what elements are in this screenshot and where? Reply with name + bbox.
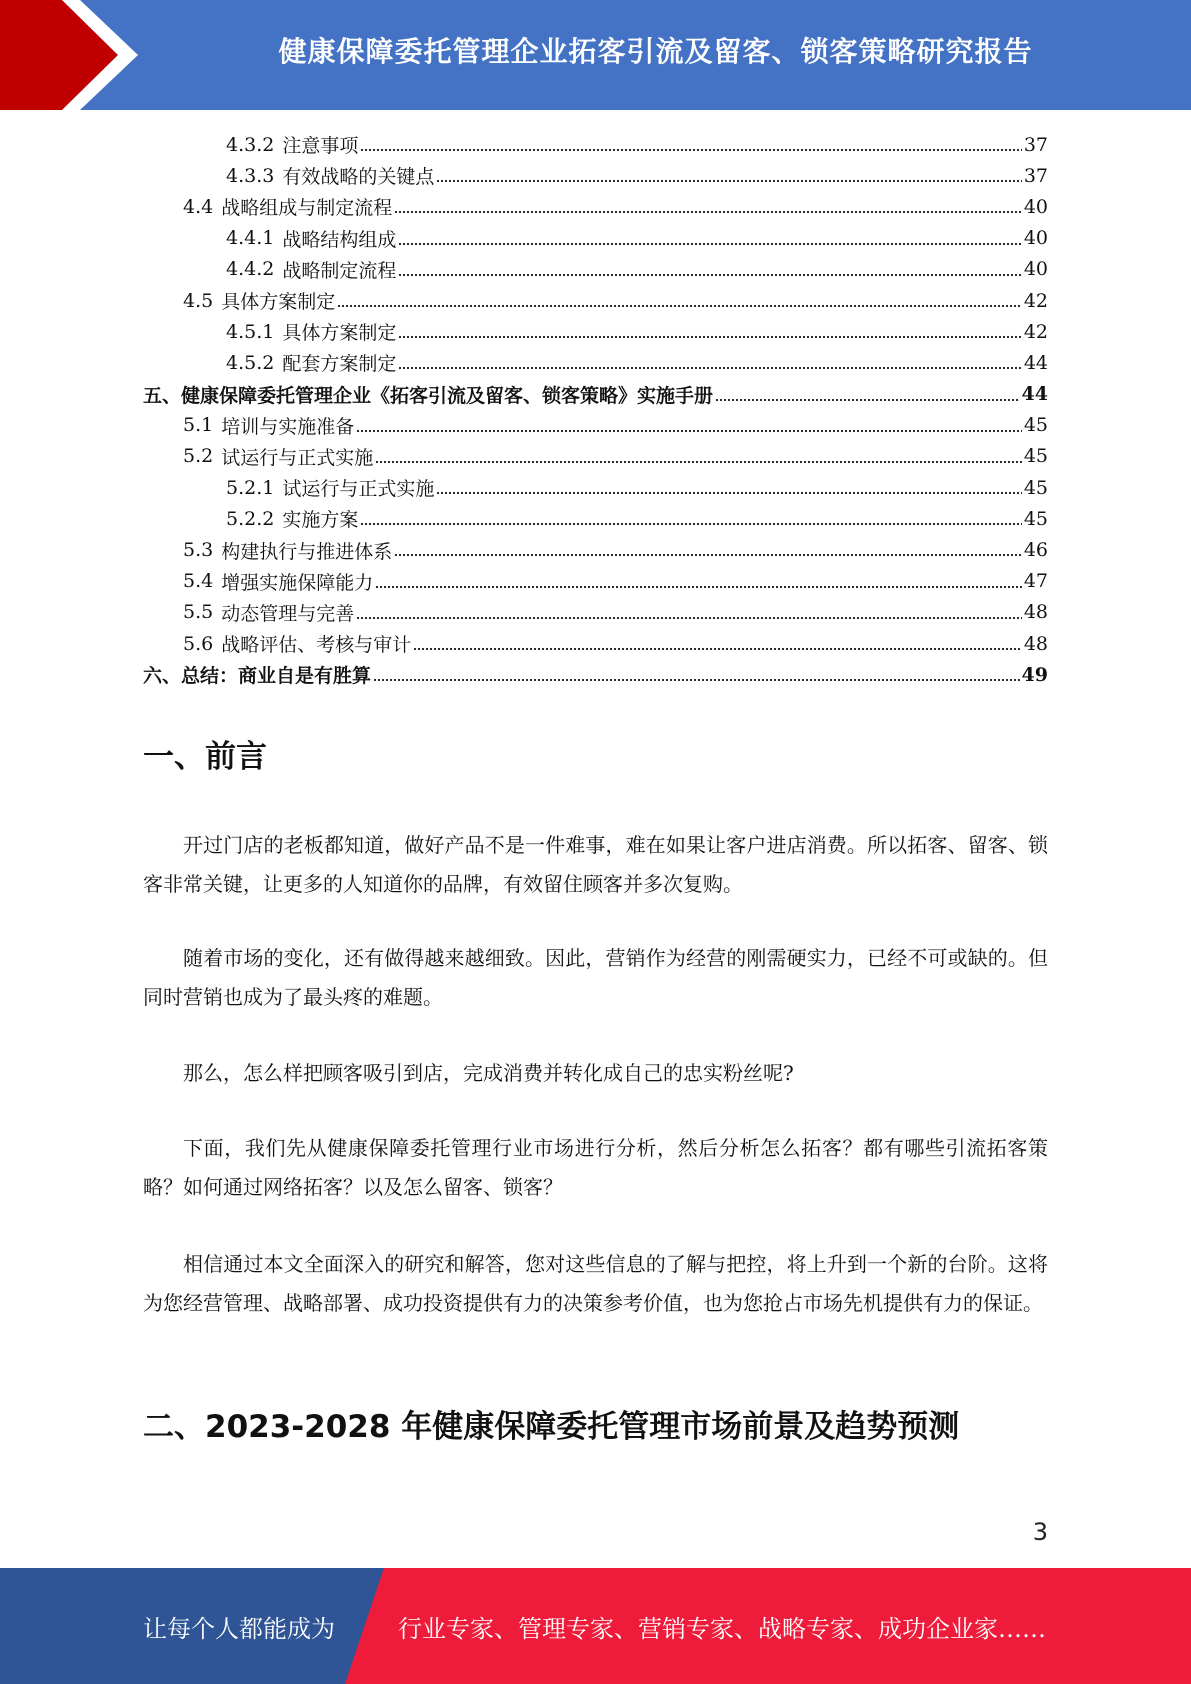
toc-dot-leader xyxy=(375,441,1022,472)
header-arrow-shape xyxy=(0,0,160,110)
toc-entry[interactable] xyxy=(143,410,1048,441)
toc-entry-number: 4.3.2 xyxy=(226,133,275,156)
paragraph: 开过门店的老板都知道，做好产品不是一件难事，难在如果让客户进店消费。所以拓客、留客、锁客非常关键，让更多的人知道你的品牌，有效留住顾客并多次复购。 xyxy=(143,833,1048,896)
toc-entry-number: 5.2.1 xyxy=(226,476,275,499)
toc-entry-page: 44 xyxy=(1021,383,1048,406)
toc-entry-title: 配套方案制定 xyxy=(282,353,397,376)
toc-entry-title: 动态管理与完善 xyxy=(221,602,355,625)
toc-entry-title: 具体方案制定 xyxy=(221,291,336,314)
toc-entry-page: 47 xyxy=(1023,570,1048,593)
toc-entry-number: 5.2 xyxy=(183,445,214,468)
toc-entry-title: 战略制定流程 xyxy=(282,259,397,282)
toc-dot-leader xyxy=(394,534,1022,565)
toc-dot-leader xyxy=(373,659,1020,690)
section-heading-preface: 一、前言 xyxy=(143,739,267,775)
toc-entry-number: 5.6 xyxy=(183,632,214,655)
toc-dot-leader xyxy=(398,316,1021,347)
toc-dot-leader xyxy=(436,472,1021,503)
toc-entry-title: 试运行与正式实施 xyxy=(282,478,435,501)
report-title: 健康保障委托管理企业拓客引流及留客、锁客策略研究报告 xyxy=(278,35,1033,68)
toc-entry[interactable] xyxy=(143,566,1048,597)
toc-dot-leader xyxy=(436,160,1021,191)
toc-entry-number: 5.5 xyxy=(183,601,214,624)
section-heading-market-forecast: 二、2023-2028 年健康保障委托管理市场前景及趋势预测 xyxy=(143,1409,960,1445)
toc-dot-leader xyxy=(360,129,1021,160)
toc-entry[interactable] xyxy=(143,254,1048,285)
page-footer xyxy=(0,1568,1191,1684)
toc-entry-number: 4.4 xyxy=(183,195,214,218)
toc-dot-leader xyxy=(398,254,1021,285)
page-number: 3 xyxy=(1032,1518,1048,1546)
toc-entry-page: 40 xyxy=(1023,258,1048,281)
toc-entry-page: 37 xyxy=(1023,164,1048,187)
toc-dot-leader xyxy=(715,379,1020,410)
paragraph: 下面，我们先从健康保障委托管理行业市场进行分析，然后分析怎么拓客？都有哪些引流拓客策略？如何通过网络拓客？以及怎么留客、锁客？ xyxy=(143,1136,1048,1199)
toc-entry-page: 40 xyxy=(1023,195,1048,218)
toc-entry-page: 48 xyxy=(1023,632,1048,655)
toc-entry-page: 45 xyxy=(1023,414,1048,437)
toc-entry[interactable] xyxy=(143,223,1048,254)
footer-slogan-right: 行业专家、管理专家、营销专家、战略专家、成功企业家…… xyxy=(398,1614,1046,1643)
toc-entry[interactable] xyxy=(143,285,1048,316)
toc-entry-number: 六、 xyxy=(143,665,182,688)
toc-dot-leader xyxy=(398,347,1021,378)
toc-entry-number: 5.1 xyxy=(183,414,214,437)
toc-entry[interactable] xyxy=(143,316,1048,347)
toc-entry-page: 49 xyxy=(1021,663,1048,686)
toc-entry-title: 构建执行与推进体系 xyxy=(221,540,393,563)
toc-entry-page: 46 xyxy=(1023,539,1048,562)
toc-entry-title: 具体方案制定 xyxy=(282,322,397,345)
toc-entry-page: 37 xyxy=(1023,133,1048,156)
toc-entry[interactable] xyxy=(143,379,1048,410)
toc-entry[interactable] xyxy=(143,534,1048,565)
toc-entry-page: 40 xyxy=(1023,227,1048,250)
toc-entry-number: 4.5.2 xyxy=(226,351,275,374)
toc-entry[interactable] xyxy=(143,160,1048,191)
toc-entry[interactable] xyxy=(143,472,1048,503)
toc-entry-page: 45 xyxy=(1023,507,1048,530)
toc-dot-leader xyxy=(413,628,1022,659)
toc-entry-number: 5.2.2 xyxy=(226,507,275,530)
toc-entry-number: 4.3.3 xyxy=(226,164,275,187)
paragraph: 相信通过本文全面深入的研究和解答，您对这些信息的了解与把控，将上升到一个新的台阶。这将为您经营管理、战略部署、成功投资提供有力的决策参考价值，也为您抢占市场先机提供有力的保证。 xyxy=(143,1252,1048,1315)
toc-entry-title: 试运行与正式实施 xyxy=(221,446,374,469)
toc-entry-number: 5.3 xyxy=(183,539,214,562)
toc-entry-title: 注意事项 xyxy=(282,135,359,158)
paragraph: 随着市场的变化，还有做得越来越细致。因此，营销作为经营的刚需硬实力，已经不可或缺的。但同时营销也成为了最头疼的难题。 xyxy=(143,946,1048,1009)
toc-entry[interactable] xyxy=(143,628,1048,659)
toc-entry-page: 42 xyxy=(1023,289,1048,312)
toc-entry-title: 增强实施保障能力 xyxy=(221,571,374,594)
toc-entry-title: 战略组成与制定流程 xyxy=(221,197,393,220)
toc-entry-page: 45 xyxy=(1023,445,1048,468)
toc-dot-leader xyxy=(394,191,1022,222)
toc-entry-number: 4.5.1 xyxy=(226,320,275,343)
toc-entry-page: 48 xyxy=(1023,601,1048,624)
toc-entry-page: 45 xyxy=(1023,476,1048,499)
footer-slogan-left: 让每个人都能成为 xyxy=(143,1614,335,1643)
table-of-contents xyxy=(143,129,1048,690)
toc-entry[interactable] xyxy=(143,347,1048,378)
toc-entry[interactable] xyxy=(143,191,1048,222)
toc-entry-number: 4.5 xyxy=(183,289,214,312)
toc-entry-page: 42 xyxy=(1023,320,1048,343)
toc-entry[interactable] xyxy=(143,441,1048,472)
toc-entry-title: 战略结构组成 xyxy=(282,228,397,251)
toc-entry[interactable] xyxy=(143,597,1048,628)
toc-dot-leader xyxy=(337,285,1022,316)
toc-entry[interactable] xyxy=(143,503,1048,534)
toc-entry[interactable] xyxy=(143,659,1048,690)
paragraph: 那么，怎么样把顾客吸引到店，完成消费并转化成自己的忠实粉丝呢? xyxy=(183,1061,794,1085)
toc-entry-number: 五、 xyxy=(143,384,182,407)
toc-entry-title: 培训与实施准备 xyxy=(221,415,355,438)
toc-dot-leader xyxy=(356,597,1022,628)
toc-entry-title: 总结：商业自是有胜算 xyxy=(181,665,372,688)
toc-entry-title: 战略评估、考核与审计 xyxy=(221,634,412,657)
toc-entry-title: 健康保障委托管理企业《拓客引流及留客、锁客策略》实施手册 xyxy=(181,384,714,407)
toc-dot-leader xyxy=(356,410,1022,441)
toc-dot-leader xyxy=(360,503,1021,534)
toc-dot-leader xyxy=(398,223,1021,254)
toc-entry-number: 4.4.1 xyxy=(226,227,275,250)
toc-entry-number: 5.4 xyxy=(183,570,214,593)
page-header xyxy=(0,0,1191,110)
toc-entry-title: 实施方案 xyxy=(282,509,359,532)
toc-entry-title: 有效战略的关键点 xyxy=(282,166,435,189)
toc-entry-page: 44 xyxy=(1023,351,1048,374)
toc-entry-number: 4.4.2 xyxy=(226,258,275,281)
toc-dot-leader xyxy=(375,566,1022,597)
toc-entry[interactable] xyxy=(143,129,1048,160)
